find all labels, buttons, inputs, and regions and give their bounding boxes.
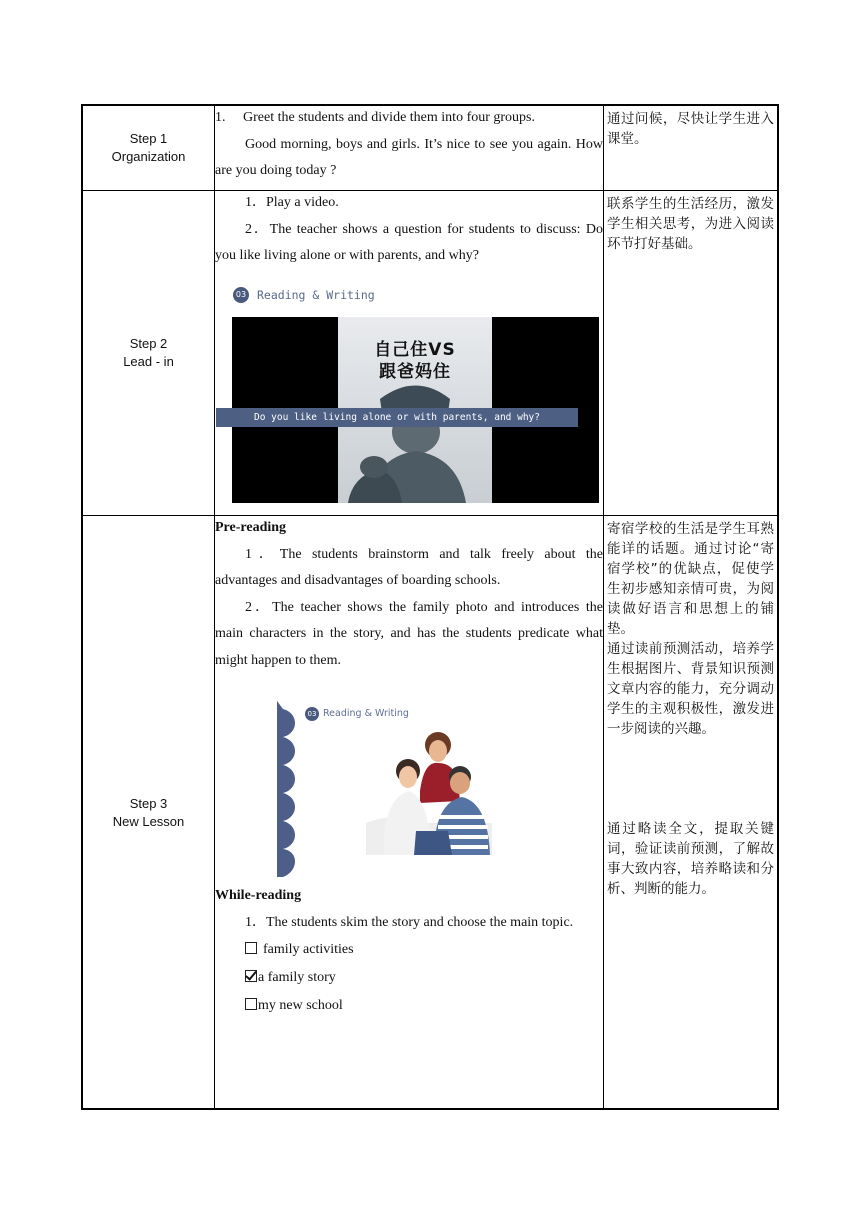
option-my-new-school[interactable] <box>215 992 603 1020</box>
process-cell <box>215 516 604 1110</box>
step-cell <box>83 191 215 515</box>
table-row-step1 <box>83 106 777 191</box>
option-family-activities[interactable] <box>215 936 603 964</box>
process-item: 1．The students brainstorm and talk freely about the advantages and disadvantages of boarding schools. <box>215 546 603 588</box>
note-text: 联系学生的生活经历，激发学生相关思考，为进入阅读环节打好基础。 <box>607 196 774 252</box>
family-photo-slide <box>271 701 501 879</box>
section-badge: 03 <box>233 287 249 303</box>
checkbox-checked[interactable] <box>245 970 257 982</box>
option-label: a family story <box>258 970 336 985</box>
note-text: 通过略读全文，提取关键词，验证读前预测，了解故事大致内容，培养略读和分析、判断的能力。 <box>607 821 774 897</box>
slide-edge-decoration <box>277 701 299 877</box>
note-text: 通过读前预测活动，培养学生根据图片、背景知识预测文章内容的能力，充分调动学生的主观积极性，激发进一步阅读的兴趣。 <box>607 641 774 737</box>
checkbox-unchecked[interactable] <box>245 942 257 954</box>
section-heading: While-reading <box>215 888 302 903</box>
option-a-family-story[interactable] <box>215 964 603 992</box>
table-row-step3 <box>83 516 777 1110</box>
section-heading: Pre-reading <box>215 520 287 535</box>
option-label: family activities <box>263 942 354 957</box>
note-cell <box>604 516 777 1110</box>
lesson-plan-table <box>81 104 779 1110</box>
process-line: 1. Greet the students and divide them into four groups. <box>215 110 535 125</box>
video-subtitle-bar: Do you like living alone or with parents, and why? <box>216 408 578 427</box>
note-cell <box>604 106 777 190</box>
process-cell <box>215 191 604 515</box>
process-cell <box>215 106 604 190</box>
step-title: Organization <box>111 149 186 164</box>
slide-title: Reading & Writing <box>257 288 375 302</box>
process-item: 2．The teacher shows the family photo and introduces the main characters in the story, and has the students predicate what might happen to them. <box>215 599 603 668</box>
process-item: 2．The teacher shows a question for students to discuss: Do you like living alone or with parents, and why? <box>215 221 603 263</box>
video-caption-line: 跟爸妈住 <box>379 362 451 382</box>
step-number: Step 2 <box>129 336 168 351</box>
option-label: my new school <box>258 998 343 1013</box>
process-item: 1．Play a video. <box>245 195 339 210</box>
video-slide <box>216 287 600 501</box>
note-text: 通过问候，尽快让学生进入课堂。 <box>607 111 774 147</box>
checkbox-unchecked[interactable] <box>245 998 257 1010</box>
family-photo-image <box>366 731 492 855</box>
note-text: 寄宿学校的生活是学生耳熟能详的话题。通过讨论“寄宿学校”的优缺点，促使学生初步感知亲情可贵，为阅读做好语言和思想上的铺垫。 <box>607 521 774 637</box>
table-row-step2 <box>83 191 777 516</box>
step-number: Step 1 <box>129 131 168 146</box>
step-number: Step 3 <box>129 796 168 811</box>
step-cell <box>83 516 215 1110</box>
note-cell <box>604 191 777 515</box>
process-item: 1．The students skim the story and choose the main topic. <box>245 914 574 930</box>
step-cell <box>83 106 215 190</box>
slide-title: Reading & Writing <box>323 708 409 719</box>
section-badge: 03 <box>305 707 319 721</box>
process-greeting: Good morning, boys and girls. It’s nice to see you again. How are you doing today ? <box>215 136 603 178</box>
step-title: Lead - in <box>123 354 174 369</box>
video-caption-line: 自己住VS <box>374 340 456 360</box>
step-title: New Lesson <box>112 814 185 829</box>
